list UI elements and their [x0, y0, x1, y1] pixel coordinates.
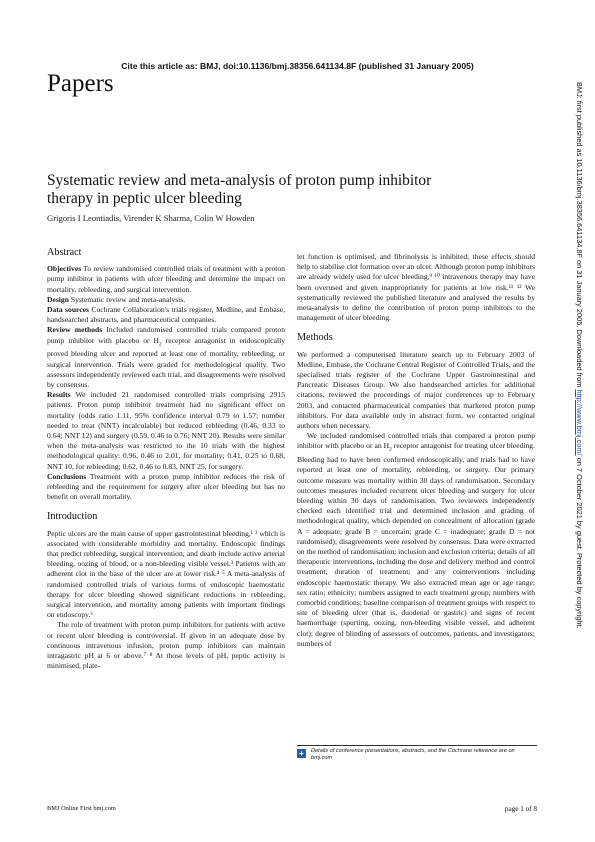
methods-para-1: We performed a computerised literature search up to February 2003 of Medline, Embase, the Cochrane Central Register of Controlled Trials, and the specialised trials register of the Cochrane Upper Gastrointestinal and Pancreatic Diseases Group. We also handsearched articles for additional citations, reviewed the proceedings of major conferences up to February 2003, and contacted pharmaceutical companies that marketed proton pump inhibitors. For data available only in abstract form, we contacted original authors when necessary.: [297, 349, 535, 431]
footer-page-number: page 1 of 8: [504, 805, 537, 813]
methods-heading: Methods: [297, 332, 333, 344]
citation-line: Cite this article as: BMJ, doi:10.1136/bmj.38356.641134.8F (published 31 January 2005): [121, 61, 474, 71]
footnote-box: [297, 745, 537, 761]
introduction-heading: Introduction: [47, 511, 98, 523]
abstract-sources: [47, 305, 285, 325]
footnote-rule: [297, 745, 537, 746]
side-provenance-text: [575, 82, 584, 629]
footnote-text: Details of conference presentations, abstracts, and the Cochrane reference are on bmj.com: [311, 748, 515, 761]
abstract-objectives: [47, 264, 285, 295]
article-title: Systematic review and meta-analysis of proton pump inhibitor therapy in peptic ulcer bleeding: [47, 172, 432, 207]
plus-icon: +: [297, 749, 306, 758]
article-authors: Grigoris I Leontiadis, Virender K Sharma, Colin W Howden: [47, 213, 255, 223]
methods-para-2-b: receptor antagonist for treating ulcer bleeding. Bleeding had to have been confirmed endoscopically, and trials had to have reported at least one of mortality, rebleeding, or surgery. Our primary outcome measure was mortality within 30 days of randomisation. Secondary outcomes measures included recurrent ulcer bleeding and surgery for ulcer bleeding within 30 days of randomisation. Two reviewers independently checked each identified trial and determined inclusion and grading of methodological quality, which depended on concealment of allocation (grade A = adequate; grade B = uncertain; grade C = inadequate; grade D = not randomised); disagreements were resolved by consensus. Data were extracted on the method of randomisation; inclusion and exclusion criteria; details of all therapeutic interventions, including the dose and delivery method and control treatment; duration of treatment; and any cointerventions including endoscopic haemostatic therapy. We also extracted mean age or age range; sex ratio; ethnicity; numbers assigned to each treatment group; numbers with comorbid conditions; baseline comparison of treatment groups with respect to site of bleeding ulcer (that is, duodenal or gastric) and signs of recent haemorrhage (spurting, oozing, non-bleeding visible vessel, and adherent clot); degree of blinding of assessors of outcomes, patients, and investigators; numbers of: [297, 441, 535, 648]
side-url-link[interactable]: http://www.bmj.com/: [575, 389, 584, 456]
right-column: [297, 252, 535, 649]
methods-label: Review methods: [47, 325, 103, 335]
design-label: Design: [47, 294, 69, 304]
design-text: Systematic review and meta-analysis.: [68, 294, 186, 304]
objectives-label: Objectives: [47, 264, 82, 274]
sources-label: Data sources: [47, 305, 89, 315]
introduction-para-2: The role of treatment with proton pump inhibitors for patients with active or recent ulcer bleeding is controversial. If given in an adequate dose by continuous intravenous infusion, proton pump inhibitors can maintain intragastric pH at 6 or above.⁷ ⁸ At those levels of pH, peptic activity is minimised, plate-: [47, 620, 285, 671]
footer-journal: BMJ Online First bmj.com: [47, 805, 116, 812]
methods-para-2-a: We included randomised controlled trials that compared a proton pump inhibitor with placebo or an H: [297, 431, 535, 451]
left-column: [47, 248, 285, 671]
side-text-before: BMJ: first published as 10.1136/bmj.38356.641134.8F on 31 January 2005. Downloaded from: [575, 82, 584, 390]
side-text-after: on 7 October 2021 by guest. Protected by copyright.: [575, 455, 584, 629]
abstract-conclusions: [47, 472, 285, 503]
methods-subscript: 2: [159, 341, 162, 348]
objectives-text: To review randomised controlled trials of treatment with a proton pump inhibitor in patients with ulcer bleeding and determine the impact on mortality, rebleeding, and surgical intervention.: [47, 264, 285, 294]
section-heading: Papers: [47, 70, 114, 97]
abstract-heading: Abstract: [47, 247, 82, 258]
abstract-methods: [47, 325, 285, 390]
results-text: We included 21 randomised controlled trials comprising 2915 patients. Proton pump inhibitor treatment had no significant effect on mortality (odds ratio 1.11, 95% confidence interval 0.79 to 1.57; number needed to treat (NNT) incalculable) but reduced rebleeding (0.46, 0.33 to 0.64; NNT 12) and surgery (0.59, 0.46 to 0.76; NNT 20). Results were similar when the meta-analysis was restricted to the 10 trials with the highest methodological quality: 0.96, 0.46 to 2.01, for mortality; 0.41, 0.25 to 0.68, NNT 10, for rebleeding; 0.62, 0.46 to 0.83, NNT 25, for surgery.: [47, 390, 285, 471]
introduction-para-1: Peptic ulcers are the main cause of upper gastrointestinal bleeding,¹ ² which is associated with considerable morbidity and mortality. Endoscopic findings that predict rebleeding, surgical intervention, and death include active arterial bleeding, oozing of blood, or a non-bleeding visible vessel.³ Patients with an adherent clot in the base of the ulcer are at lower risk.⁴ ⁵ A meta-analysis of randomised controlled trials of various forms of endoscopic haemostatic therapy for ulcer bleeding showed significant reductions in rebleeding, surgical intervention, and mortality among patients with important findings on endoscopy.⁶: [47, 528, 285, 620]
methods-text-a: Included randomised controlled trials compared proton pump inhibitor with placebo or H: [47, 325, 285, 345]
conclusions-label: Conclusions: [47, 471, 87, 481]
methods-para-2-subscript: 2: [389, 446, 392, 453]
sources-text: Cochrane Collaboration's trials register, Medline, and Embase, handsearched abstracts, and pharmaceutical companies.: [47, 305, 285, 325]
methods-text-b: receptor antagonist in endoscopically proved bleeding ulcer and reported at least one of mortality, rebleeding, or surgical intervention. Trials were graded for methodological quality. Two assessors independently reviewed each trial, and disagreements were resolved by consensus.: [47, 335, 285, 389]
results-label: Results: [47, 390, 71, 400]
abstract-design: [47, 295, 285, 305]
abstract-results: [47, 390, 285, 472]
methods-para-2: [297, 431, 535, 649]
introduction-para-2-continued: let function is optimised, and fibrinolysis is inhibited; these effects should help to stabilise clot formation over an ulcer. Although proton pump inhibitors are already widely used for ulcer bleeding,⁹ ¹⁰ intravenous therapy may have been overused and given inappropriately for patients at low risk.¹¹ ¹² We systematically reviewed the published literature and analysed the results by meta-analysis to define the contribution of proton pump inhibitors to the management of ulcer bleeding.: [297, 252, 535, 323]
conclusions-text: Treatment with a proton pump inhibitor reduces the risk of rebleeding and the requirement for surgery after ulcer bleeding but has no benefit on overall mortality.: [47, 471, 285, 502]
